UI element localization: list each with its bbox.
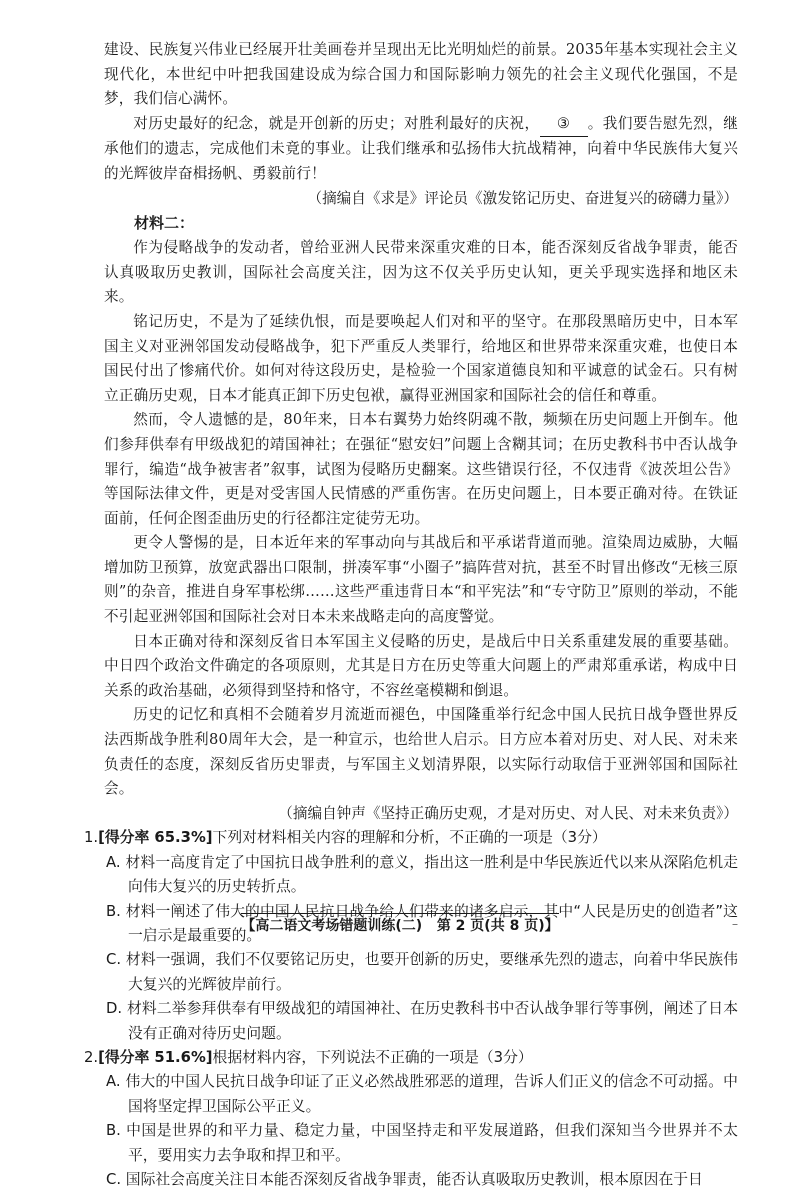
material-two <box>104 211 738 826</box>
material-one-tail <box>104 38 738 211</box>
option-letter: A. <box>106 853 121 871</box>
material-two-paragraph: 然而，令人遗憾的是，80年来，日本右翼势力始终阴魂不散，频频在历史问题上开倒车。他们参拜供奉有甲级战犯的靖国神社；在强征“慰安妇”问题上含糊其词；在历史教科书中否认战争罪行，编造“战争被害者”叙事，试图为侵略历史翻案。这些错误行径，不仅违背《波茨坦公告》等国际法律文件，更是对受害国人民情感的严重伤害。在历史问题上，日本要正确对待。在铁证面前，任何企图歪曲历史的行径都注定徒劳无功。 <box>104 411 738 527</box>
fill-blank-3: ③ <box>540 112 588 138</box>
question-stem <box>84 826 738 850</box>
question-text: 根据材料内容，下列说法不正确的一项是（3分） <box>212 1049 533 1067</box>
material-two-paragraph: 日本正确对待和深刻反省日本军国主义侵略的历史，是战后中日关系重建发展的重要基础。中日四个政治文件确定的各项原则，尤其是日方在历史等重大问题上的严肃郑重承诺，构成中日关系的政治基础，必须得到坚持和恪守，不容丝毫模糊和倒退。 <box>104 632 738 699</box>
option-a <box>84 851 738 900</box>
option-letter: B. <box>106 902 121 920</box>
question-2 <box>84 1046 738 1192</box>
option-text: 材料一高度肯定了中国抗日战争胜利的意义，指出这一胜利是中华民族近代以来从深陷危机走向伟大复兴的历史转折点。 <box>125 853 738 896</box>
material-one-paragraph-with-blank <box>104 112 738 187</box>
question-1 <box>84 826 738 1046</box>
option-text: 伟大的中国人民抗日战争印证了正义必然战胜邪恶的道理，告诉人们正义的信念不可动摇。中国将坚定捍卫国际公平正义。 <box>125 1073 738 1115</box>
option-text: 材料一强调，我们不仅要铭记历史，也要开创新的历史，要继承先烈的遗志，向着中华民族伟大复兴的光辉彼岸前行。 <box>125 951 738 993</box>
question-number: 1. <box>84 829 99 847</box>
option-letter: C. <box>106 951 122 969</box>
option-b <box>84 1119 738 1168</box>
text-before-blank: 对历史最好的纪念，就是开创新的历史；对胜利最好的庆祝， <box>133 114 540 132</box>
option-letter: B. <box>106 1122 121 1140</box>
footer-title <box>241 913 558 934</box>
corner-mark: – <box>732 917 738 931</box>
option-letter: C. <box>106 1171 122 1189</box>
option-letter: D. <box>106 1000 123 1018</box>
text-after-blank: 。我们要告慰先烈，继承他们的遗志，完成他们未竟的事业。让我们继承和弘扬伟大抗战精神，向着中华民族伟大复兴的光辉彼岸奋楫扬帆、勇毅前行！ <box>104 114 738 182</box>
option-text: 中国是世界的和平力量、稳定力量，中国坚持走和平发展道路，但我们深知当今世界并不太平，要用实力去争取和捍卫和平。 <box>126 1122 738 1164</box>
material-two-source: （摘编自钟声《坚持正确历史观，才是对历史、对人民、对未来负责》） <box>278 804 738 822</box>
option-text: 材料二举参拜供奉有甲级战犯的靖国神社、在历史教科书中否认战争罪行等事例，阐述了日本没有正确对待历史问题。 <box>126 1000 738 1042</box>
material-two-paragraph: 铭记历史，不是为了延续仇恨，而是要唤起人们对和平的坚守。在那段黑暗历史中，日本军国主义对亚洲邻国发动侵略战争，犯下严重反人类罪行，给地区和世界带来深重灾难，也使日本国民付出了惨痛代价。如何对待这段历史，是检验一个国家道德良知和平诚意的试金石。只有树立正确历史观，日本才能真正卸下历史包袱，赢得亚洲国家和国际社会的信任和尊重。 <box>104 312 738 404</box>
option-a <box>84 1070 738 1119</box>
footer-title-text: 【高二语文考场错题训练(二) <box>241 918 423 934</box>
option-c <box>84 948 738 997</box>
question-stem <box>84 1046 738 1070</box>
material-two-paragraph: 作为侵略战争的发动者，曾给亚洲人民带来深重灾难的日本，能否深刻反省战争罪责，能否认真吸取历史教训，国际社会高度关注，因为这不仅关乎历史认知，更关乎现实选择和地区未来。 <box>104 239 738 306</box>
score-rate-label: [得分率 51.6%] <box>98 1049 213 1067</box>
page-footer <box>0 915 800 935</box>
option-c <box>84 1168 738 1192</box>
question-text: 下列对材料相关内容的理解和分析，不正确的一项是（3分） <box>212 829 607 847</box>
question-number: 2. <box>84 1049 99 1067</box>
footer-page-number: 第 2 页(共 8 页)】 <box>436 918 559 934</box>
score-rate-label: [得分率 65.3%] <box>98 829 213 847</box>
material-two-paragraph: 历史的记忆和真相不会随着岁月流逝而褪色，中国隆重举行纪念中国人民抗日战争暨世界反法西斯战争胜利80周年大会，是一种宣示，也给世人启示。日方应本着对历史、对人民、对未来负责任的态度，深刻反省历史罪责，与军国主义划清界限，以实际行动取信于亚洲邻国和国际社会。 <box>104 706 738 798</box>
option-text: 材料一阐述了伟大的中国人民抗日战争给人们带来的诸多启示，其中“人民是历史的创造者”这一启示是最重要的。 <box>125 902 738 945</box>
material-two-paragraph: 更令人警惕的是，日本近年来的军事动向与其战后和平承诺背道而驰。渲染周边威胁，大幅增加防卫预算，放宽武器出口限制，拼凑军事“小圈子”搞阵营对抗，甚至不时冒出修改“无核三原则”的杂音，推进自身军事松绑……这些严重违背日本“和平宪法”和“专守防卫”原则的举动，不能不引起亚洲邻国和国际社会对日本未来战略走向的高度警觉。 <box>104 534 738 626</box>
material-one-paragraph: 建设、民族复兴伟业已经展开壮美画卷并呈现出无比光明灿烂的前景。2035年基本实现社会主义现代化，本世纪中叶把我国建设成为综合国力和国际影响力领先的社会主义现代化强国，不是梦，我们信心满怀。 <box>104 41 738 108</box>
material-two-heading: 材料二： <box>134 214 195 233</box>
option-d <box>84 997 738 1046</box>
option-text: 国际社会高度关注日本能否深刻反省战争罪责，能否认真吸取历史教训，根本原因在于日 <box>125 1171 703 1189</box>
material-one-source: （摘编自《求是》评论员《激发铭记历史、奋进复兴的磅礴力量》） <box>307 189 738 207</box>
option-letter: A. <box>106 1073 121 1091</box>
